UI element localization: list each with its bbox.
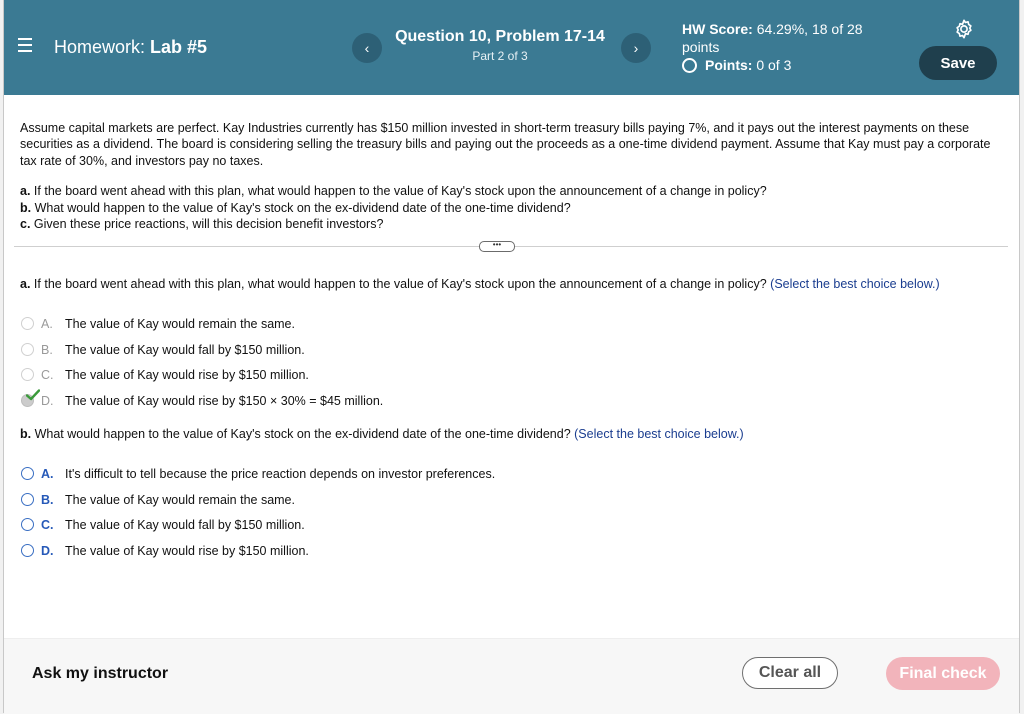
app-frame: Homework: Lab #5 ‹ Question 10, Problem 17-14 Part 2 of 3 › HW Score: 64.29%, 18 of 28 points Points: 0 of 3 Save Assume capital markets are perfect. Kay Industries currently has $150 million invested in short-term treasury bills paying 7%, and it pays out the interest payments on these securities as a dividend. The board is considering selling the treasury bills and paying out the proceeds as a one-time dividend payment. Assume that Kay must pay a corporate tax rate of 30%, and investors pay no taxes. a. If the board went ahead with this plan, what would happen to the value of Kay's stock upon the announcement of a change in policy? b. What would happen to the value of Kay's stock on the ex-dividend date of the one-time dividend? c. Given these price reactions, will this decision benefit investors? ••• a. If the board went ahead with this plan, what would happen to the value of Kay's stock upon the announcement of a change in policy? (Select the best choice below.) A. The value of Kay would remain the same. B. The value of Kay would fall by $150 million. C. The value of Kay would rise by $150 million. D. The value of Kay would rise by $150 × 30% = $45 million. b. What would happen to the value of Kay's stock on the ex-dividend date of the one-time dividend? (Select the best choice below.) A. It's difficult to tell because the price reaction depends on investor preferences. B. The value of Kay would remain the same. C. The value of Kay would fall by $150 million. D. The value of Kay would rise by $150 million. Ask my instructor Clear all Final check (3, 0, 1020, 713)
subquestion-b: b. What would happen to the value of Kay's stock on the ex-dividend date of the one-time dividend? (20, 200, 571, 215)
next-question-button[interactable] (621, 33, 651, 63)
subquestion-list (20, 183, 1005, 233)
part-b-prompt: b. What would happen to the value of Kay's stock on the ex-dividend date of the one-time dividend? (Select the best choice below.) (20, 427, 744, 441)
points-circle-icon (682, 58, 697, 73)
homework-title (54, 37, 207, 58)
hw-score-label: HW Score: (682, 21, 753, 37)
final-check-button[interactable]: Final check (886, 657, 1000, 690)
radio-icon (21, 343, 34, 356)
hw-score-value: 64.29%, 18 of 28 (756, 21, 863, 37)
save-button[interactable]: Save (919, 46, 997, 80)
subquestion-c: c. Given these price reactions, will this decision benefit investors? (20, 217, 384, 231)
subquestion-a: a. If the board went ahead with this plan, what would happen to the value of Kay's stock upon the announcement of a change in policy? (20, 184, 767, 198)
part-b-hint: (Select the best choice below.) (574, 427, 744, 441)
hw-score (682, 20, 863, 56)
assignment-name: Lab #5 (150, 37, 208, 57)
footer-bar (4, 638, 1019, 714)
part-a-prompt: a. If the board went ahead with this plan, what would happen to the value of Kay's stock upon the announcement of a change in policy? (Select the best choice below.) (20, 277, 940, 291)
points-value: 0 of 3 (756, 57, 792, 73)
checkmark-icon (26, 389, 40, 401)
radio-icon[interactable] (21, 544, 34, 557)
radio-icon[interactable] (21, 493, 34, 506)
problem-statement (20, 107, 1005, 233)
question-title: Question 10, Problem 17-14 (395, 28, 605, 45)
radio-icon[interactable] (21, 467, 34, 480)
radio-icon (21, 317, 34, 330)
part-a-hint: (Select the best choice below.) (770, 277, 940, 291)
header-bar (4, 0, 1019, 95)
gear-icon[interactable] (953, 18, 975, 40)
radio-icon[interactable] (21, 518, 34, 531)
ask-instructor-link[interactable]: Ask my instructor (32, 665, 169, 682)
question-part: Part 2 of 3 (472, 49, 528, 63)
homework-label: Homework: (54, 37, 146, 57)
chevron-left-icon: ‹ (364, 40, 370, 56)
question-points (682, 57, 791, 73)
clear-all-button[interactable]: Clear all (742, 657, 838, 689)
problem-text: Assume capital markets are perfect. Kay Industries currently has $150 million invested in short-term treasury bills paying 7%, and it pays out the interest payments on these securities as a dividend. The board is considering selling the treasury bills and paying out the proceeds as a one-time dividend payment. Assume that Kay must pay a corporate tax rate of 30%, and investors pay no taxes. (20, 120, 991, 168)
expand-more-icon[interactable]: ••• (479, 241, 515, 252)
previous-question-button[interactable] (352, 33, 382, 63)
chevron-right-icon: › (633, 40, 639, 56)
radio-icon (21, 368, 34, 381)
hw-score-unit: points (682, 39, 720, 55)
points-label: Points: (705, 57, 753, 73)
menu-icon[interactable] (18, 38, 32, 52)
